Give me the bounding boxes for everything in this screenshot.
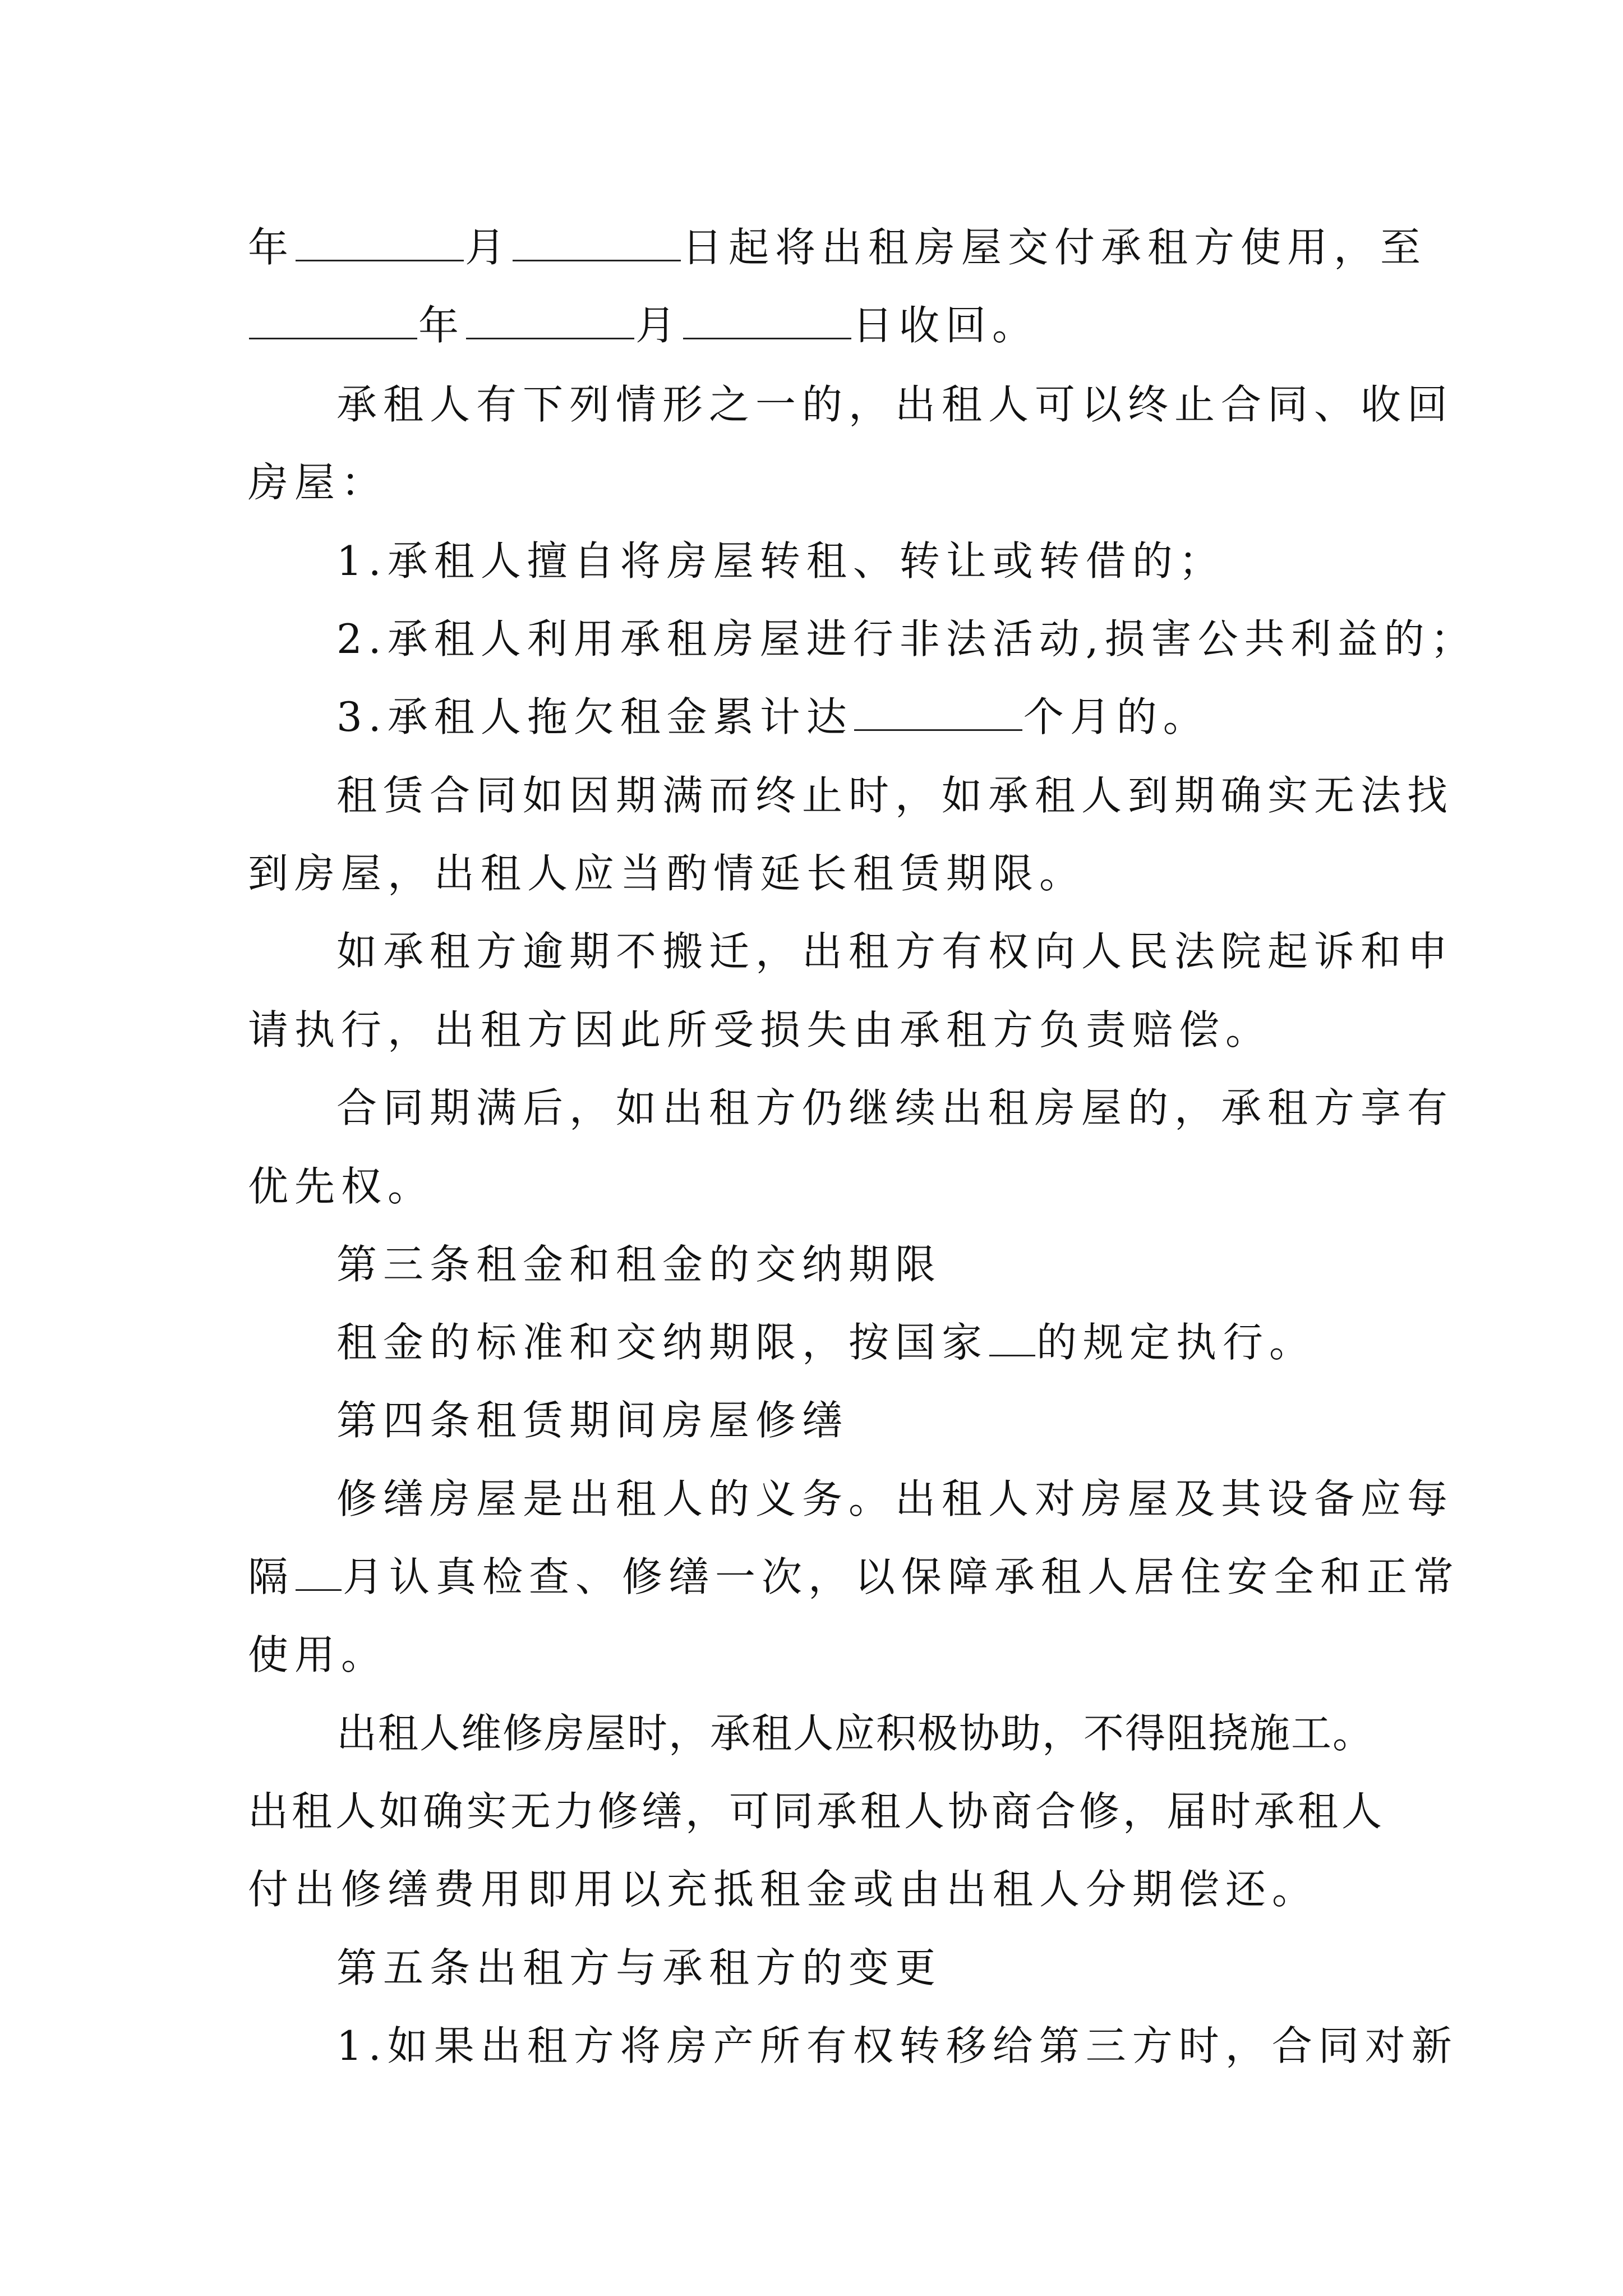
fill-in-blank: [513, 225, 681, 261]
text-line-4: 房屋：: [248, 459, 388, 506]
fill-in-blank: [683, 303, 851, 339]
text-line-18: [248, 1550, 1460, 1604]
text-line-10: 如承租方逾期不搬迁，出租方有权向人民法院起诉和申: [336, 928, 1454, 975]
text-line-5: 1.承租人擅自将房屋转租、转让或转借的；: [336, 537, 1225, 585]
text-segment: 月: [465, 224, 512, 271]
section-heading-3: 第三条租金和租金的交纳期限: [336, 1241, 942, 1288]
text-segment: 月: [635, 302, 683, 349]
text-line-24: 1.如果出租方将房产所有权转移给第三方时，合同对新: [336, 2022, 1458, 2069]
text-segment: 日收回。: [852, 302, 1039, 349]
text-line-9: 到房屋，出租人应当酌情延长租赁期限。: [248, 850, 1086, 897]
fill-in-blank: [854, 694, 1022, 731]
text-line-20: 出租人维修房屋时，承租人应积极协助，不得阻挠施工。: [336, 1710, 1375, 1757]
section-heading-4: 第四条租赁期间房屋修缮: [336, 1397, 849, 1444]
text-segment: 的规定执行。: [1036, 1319, 1316, 1366]
fill-in-blank: [249, 303, 417, 339]
text-line-7: [336, 690, 1392, 744]
text-segment: 个月的。: [1023, 693, 1210, 740]
text-line-3: 承租人有下列情形之一的，出租人可以终止合同、收回: [336, 381, 1454, 428]
text-line-6: 2.承租人利用承租房屋进行非法活动,损害公共利益的；: [336, 615, 1477, 662]
fill-in-blank: [466, 303, 634, 339]
fill-in-blank: [296, 225, 464, 261]
fill-in-blank: [296, 1554, 342, 1591]
text-segment: 3.承租人拖欠租金累计达: [336, 693, 853, 740]
text-line-22: 付出修缮费用即用以充抵租金或由出租人分期偿还。: [248, 1866, 1319, 1913]
text-line-12: 合同期满后，如出租方仍继续出租房屋的，承租方享有: [336, 1084, 1454, 1131]
text-line-8: 租赁合同如因期满而终止时，如承租人到期确实无法找: [336, 772, 1454, 819]
text-line-1: [248, 220, 1427, 274]
text-line-13: 优先权。: [248, 1163, 435, 1210]
text-line-19: 使用。: [248, 1631, 388, 1678]
section-heading-5: 第五条出租方与承租方的变更: [336, 1944, 942, 1991]
text-segment: 租金的标准和交纳期限，按国家: [336, 1319, 989, 1366]
text-segment: 月认真检查、修缮一次，以保障承租人居住安全和正常: [343, 1553, 1460, 1600]
text-segment: 年: [418, 302, 465, 349]
text-line-15: [336, 1315, 1392, 1369]
text-segment: 年: [248, 224, 295, 271]
text-line-11: 请执行，出租方因此所受损失由承租方负责赔偿。: [248, 1006, 1272, 1053]
text-line-21: 出租人如确实无力修缮，可同承租人协商合修，届时承租人: [248, 1788, 1386, 1835]
fill-in-blank: [989, 1320, 1035, 1356]
text-segment: 隔: [248, 1553, 295, 1600]
text-line-2: [248, 298, 1392, 352]
text-segment: 日起将出租房屋交付承租方使用，至: [682, 224, 1427, 271]
text-line-17: 修缮房屋是出租人的义务。出租人对房屋及其设备应每: [336, 1475, 1454, 1522]
